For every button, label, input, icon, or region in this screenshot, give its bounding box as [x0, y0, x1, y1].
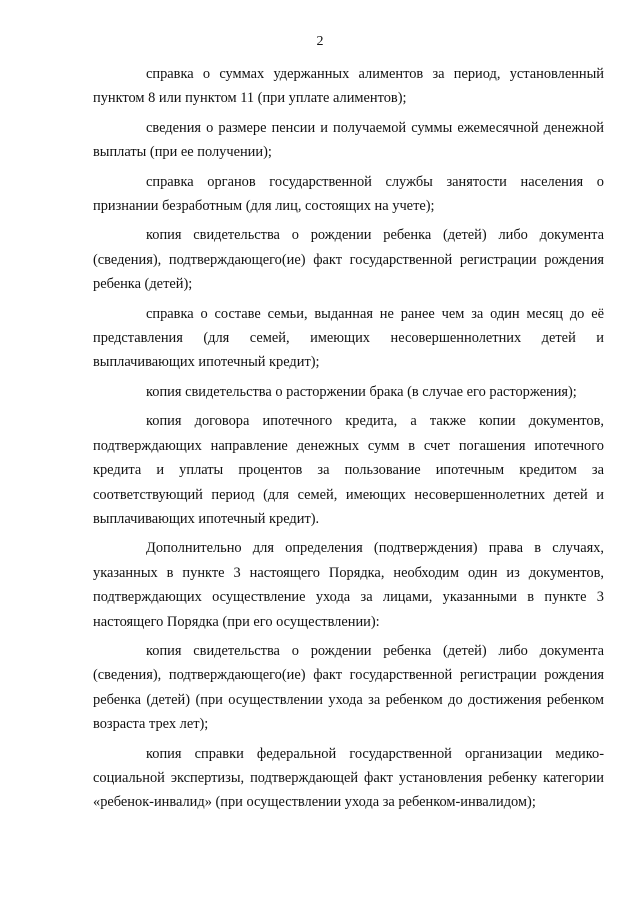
page-number: 2: [316, 34, 324, 49]
paragraph: копия свидетельства о рождении ребенка (детей) либо документа (сведения), подтверждающего(ие) факт государственной регистрации рождения ребенка (детей);: [93, 227, 604, 293]
paragraph: копия договора ипотечного кредита, а также копии документов, подтверждающих направление денежных сумм в счет погашения ипотечного кредита и уплаты процентов за пользование ипотечным кредитом за соответствующий период (для семей, имеющих несовершеннолетних детей и выплачивающих ипотечный кредит).: [93, 413, 604, 527]
paragraph: справка о суммах удержанных алиментов за период, установленный пунктом 8 или пунктом 11 (при уплате алиментов);: [93, 66, 604, 107]
paragraph: справка о составе семьи, выданная не ранее чем за один месяц до её представления (для семей, имеющих несовершеннолетних детей и выплачивающих ипотечный кредит);: [93, 305, 604, 371]
paragraph: Дополнительно для определения (подтверждения) права в случаях, указанных в пункте 3 настоящего Порядка, необходим один из документов, подтверждающих осуществление ухода за лицами, указанными в пункте 3 настоящего Порядка (при его осуществлении):: [93, 540, 604, 630]
paragraph: справка органов государственной службы занятости населения о признании безработным (для лиц, состоящих на учете);: [93, 173, 604, 215]
paragraph: копия свидетельства о рождении ребенка (детей) либо документа (сведения), подтверждающего(ие) факт государственной регистрации рождения ребенка (детей) (при осуществлении ухода за ребенком до достижения ребенком возраста трех лет);: [93, 642, 604, 733]
paragraph: копия свидетельства о расторжении брака (в случае его расторжения);: [146, 383, 577, 400]
paragraph: сведения о размере пенсии и получаемой суммы ежемесячной денежной выплаты (при ее получении);: [93, 119, 604, 161]
document-body: [93, 62, 604, 820]
paragraph: копия справки федеральной государственной организации медико-социальной экспертизы, подтверждающей факт установления ребенку категории «ребенок-инвалид» (при осуществлении ухода за ребенком-инвалидом);: [93, 745, 604, 811]
